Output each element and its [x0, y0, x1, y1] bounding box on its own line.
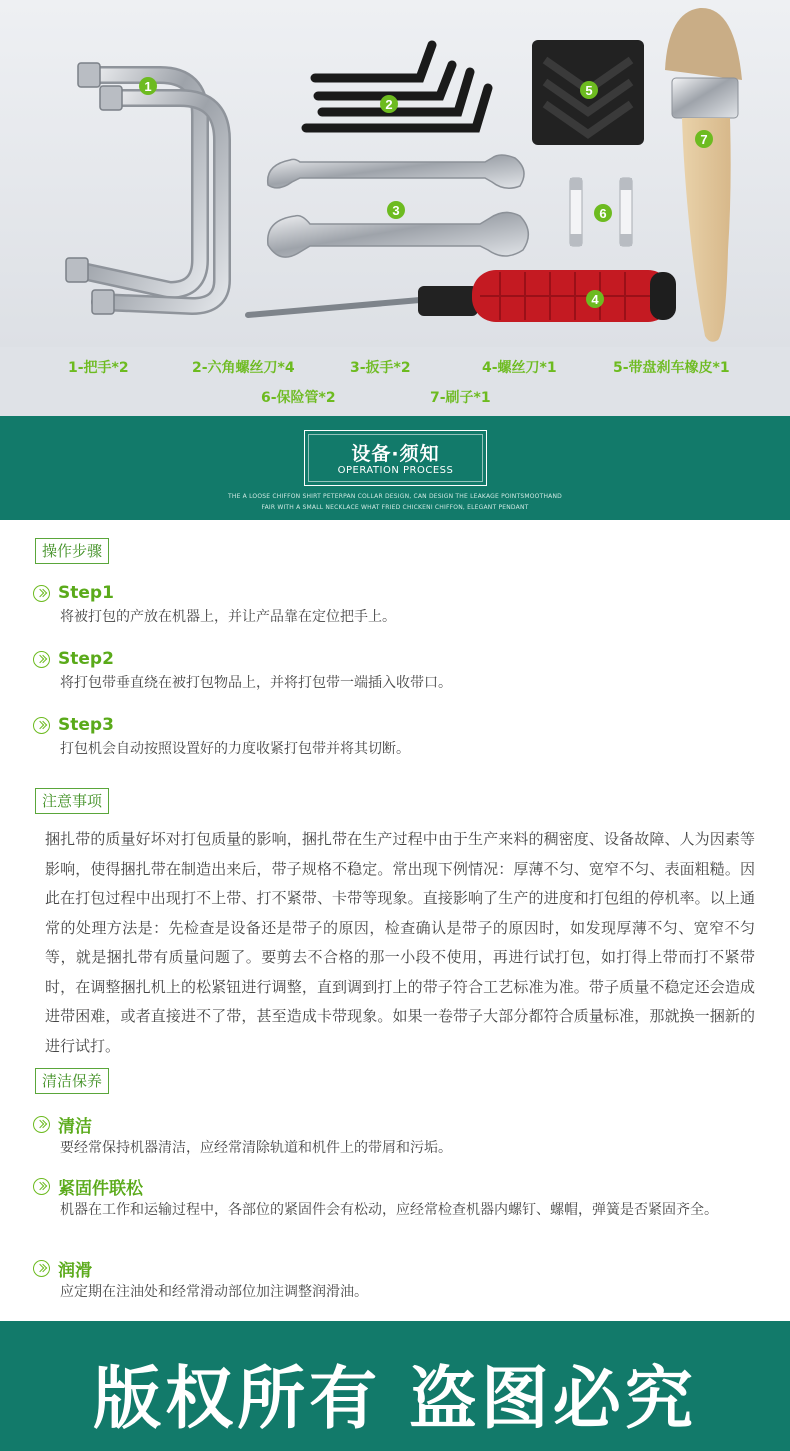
banner-subtitle: OPERATION PROCESS [337, 465, 454, 476]
notice-tag: 注意事项 [35, 788, 109, 814]
step-2-title: Step2 [58, 649, 114, 669]
tools-caption-bar [0, 347, 790, 416]
cleaning-item-3-text: 应定期在注油处和经常滑动部位加注调整润滑油。 [60, 1284, 368, 1300]
marker-2: 2 [385, 97, 393, 112]
marker-5: 5 [585, 83, 593, 98]
step-1-heading [33, 581, 114, 605]
banner-tagline-2: FAIR WITH A SMALL NECKLACE WHAT FRIED CHICKENI CHIFFON, ELEGANT PENDANT [261, 504, 529, 511]
step-3-text: 打包机会自动按照设置好的力度收紧打包带并将其切断。 [60, 741, 410, 757]
copyright-text: 版权所有 盗图必究 [93, 1360, 697, 1439]
cleaning-item-2-title: 紧固件联松 [58, 1178, 143, 1199]
caption-brush: 7-刷子*1 [430, 390, 491, 406]
section-banner [0, 416, 790, 520]
double-chevron-icon [33, 585, 50, 602]
marker-7: 7 [700, 132, 708, 147]
cleaning-item-3-heading [33, 1256, 92, 1280]
step-1-text: 将被打包的产放在机器上，并让产品靠在定位把手上。 [60, 609, 396, 625]
double-chevron-icon [33, 1178, 50, 1195]
tools-illustration [0, 0, 790, 347]
marker-3: 3 [392, 203, 400, 218]
copyright-footer [0, 1321, 790, 1451]
marker-4: 4 [591, 292, 599, 307]
caption-wrench: 3-扳手*2 [350, 360, 411, 376]
cleaning-item-1-title: 清洁 [58, 1116, 92, 1137]
cleaning-tag: 清洁保养 [35, 1068, 109, 1094]
step-3-heading [33, 713, 114, 737]
double-chevron-icon [33, 1116, 50, 1133]
step-3-title: Step3 [58, 715, 114, 735]
cleaning-item-1-text: 要经常保持机器清洁，应经常清除轨道和机件上的带屑和污垢。 [60, 1140, 452, 1156]
banner-tagline-1: THE A LOOSE CHIFFON SHIRT PETERPAN COLLAR DESIGN, CAN DESIGN THE LEAKAGE POINTSMOOTHAND [228, 493, 562, 500]
caption-rubber-pad: 5-带盘刹车橡皮*1 [613, 360, 730, 376]
double-chevron-icon [33, 717, 50, 734]
cleaning-item-3-title: 润滑 [58, 1260, 92, 1281]
double-chevron-icon [33, 651, 50, 668]
marker-1: 1 [144, 79, 152, 94]
caption-hex-key: 2-六角螺丝刀*4 [192, 360, 295, 376]
banner-title: 设备·须知 [351, 443, 440, 465]
cleaning-item-1-heading [33, 1112, 92, 1136]
caption-handle: 1-把手*2 [68, 360, 129, 376]
tools-photo [0, 0, 790, 347]
caption-screwdriver: 4-螺丝刀*1 [482, 360, 557, 376]
notice-paragraph: 捆扎带的质量好坏对打包质量的影响，捆扎带在生产过程中由于生产来料的稠密度、设备故障、人为因素等影响，使得捆扎带在制造出来后，带子规格不稳定。常出现下例情况：厚薄不匀、宽窄不匀、表面粗糙。因此在打包过程中出现打不上带、打不紧带、卡带等现象。直接影响了生产的进度和打包组的停机率。以上通常的处理方法是：先检查是设备还是带子的原因，检查确认是带子的原因时，如发现厚薄不匀、宽窄不匀等，就是捆扎带有质量问题了。要剪去不合格的那一小段不使用，再进行试打包，如打得上带而打不紧带时，在调整捆扎机上的松紧钮进行调整，直到调到打上的带子符合工艺标准为准。带子质量不稳定还会造成进带困难，或者直接进不了带，甚至造成卡带现象。如果一卷带子大部分都符合质量标准，那就换一捆新的进行试打。 [45, 830, 755, 1055]
step-1-title: Step1 [58, 583, 114, 603]
step-2-text: 将打包带垂直绕在被打包物品上，并将打包带一端插入收带口。 [60, 675, 452, 691]
double-chevron-icon [33, 1260, 50, 1277]
operation-steps-tag: 操作步骤 [35, 538, 109, 564]
marker-6: 6 [599, 206, 607, 221]
step-2-heading [33, 647, 114, 671]
cleaning-item-2-text: 机器在工作和运输过程中，各部位的紧固件会有松动，应经常检查机器内螺钉、螺帽，弹簧是否紧固齐全。 [60, 1202, 718, 1218]
caption-fuse: 6-保险管*2 [261, 390, 336, 406]
cleaning-item-2-heading [33, 1174, 143, 1198]
banner-frame [304, 430, 487, 486]
